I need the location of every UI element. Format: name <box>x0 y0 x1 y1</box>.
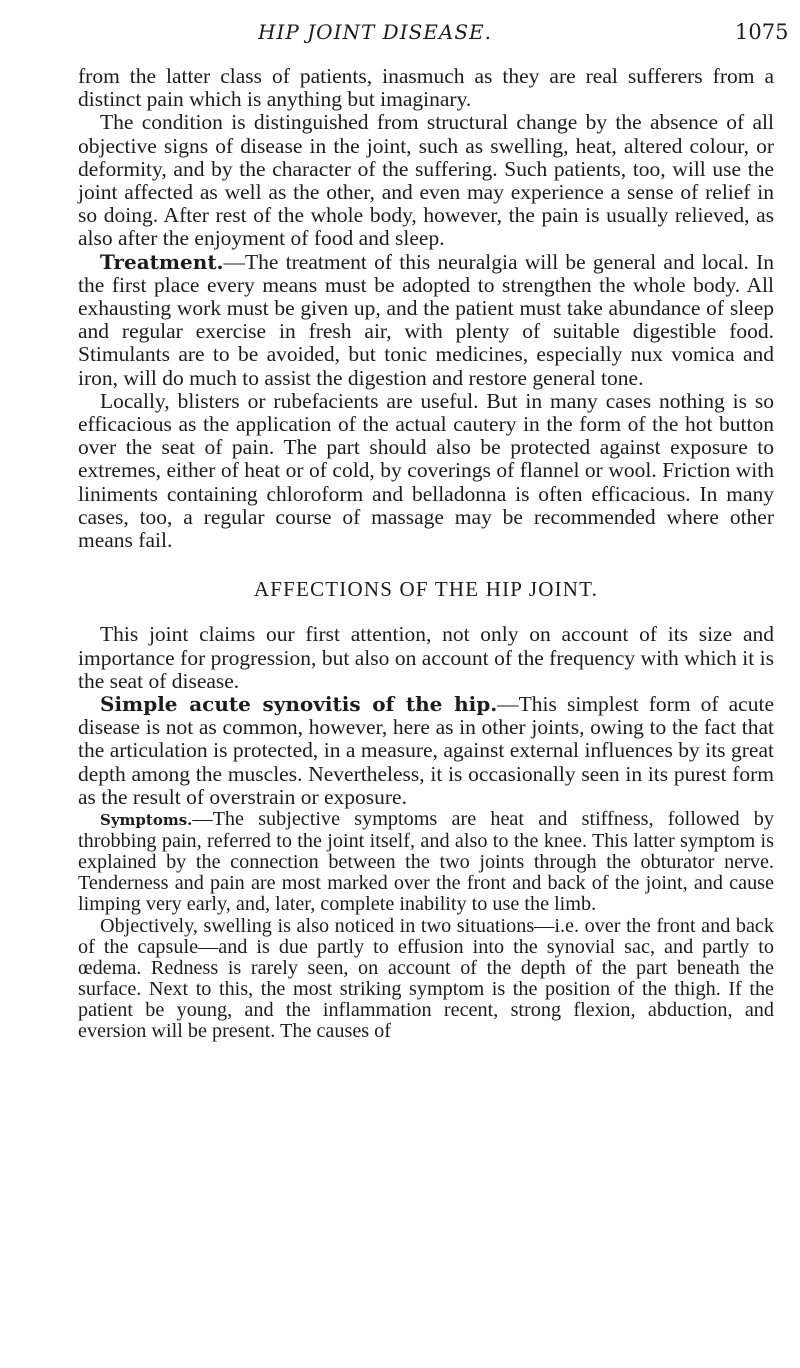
treatment-text: —The treatment of this neuralgia will be general and local. In the first place every means must be adopted to strengthen the whole body. All exhausting work must be given up, and the patient must take abundance of sleep and regular exercise in fresh air, with plenty of suitable digestible food. Stimulants are to be avoided, but tonic medicines, especially nux vomica and iron, will do much to assist the digestion and restore general tone. <box>78 249 774 390</box>
section-heading: AFFECTIONS OF THE HIP JOINT. <box>253 577 599 602</box>
paragraph-symptoms <box>78 809 774 915</box>
running-title: HIP JOINT DISEASE. <box>258 20 493 44</box>
paragraph-continuation: from the latter class of patients, inasmuch as they are real sufferers from a distinct pain which is anything but imaginary. <box>78 64 774 112</box>
symptoms-run-in-heading: Symptoms. <box>100 811 193 830</box>
body-text <box>78 65 774 1042</box>
paragraph-objective-signs: Objectively, swelling is also noticed in two situations—i.e. over the front and back of the capsule—and is due partly to effusion into the synovial sac, and partly to œdema. Redness is rarely seen, on account of the depth of the part beneath the surface. Next to this, the most striking symptom is the position of the thigh. If the patient be young, and the inflammation recent, strong flexion, abduction, and eversion will be present. The causes of <box>78 914 774 1043</box>
dense-text-block <box>78 809 774 1042</box>
treatment-run-in-heading: Treatment. <box>100 249 224 274</box>
paragraph-local-treatment: Locally, blisters or rubefacients are useful. But in many cases nothing is so efficacious as the application of the actual cautery in the form of the hot button over the seat of pain. The part should also be protected against exposure to extremes, either of heat or of cold, by coverings of flannel or wool. Friction with liniments containing chloroform and belladonna is often efficacious. In many cases, too, a regular course of massage may be recommended where other means fail. <box>78 388 774 553</box>
paragraph-synovitis <box>78 693 774 809</box>
running-head <box>258 12 658 52</box>
synovitis-text: —This simplest form of acute disease is not as common, however, here as in other joints, owing to the fact that the articulation is protected, in a measure, against external influences by its great depth among the muscles. Nevertheless, it is occasionally seen in its purest form as the result of overstrain or exposure. <box>78 692 774 809</box>
symptoms-text: —The subjective symptoms are heat and stiffness, followed by throbbing pain, referred to the joint itself, and also to the knee. This latter symptom is explained by the connection between the two joints through the obturator nerve. Tenderness and pain are most marked over the front and back of the joint, and cause limping very early, and, later, complete inability to use the limb. <box>78 808 774 916</box>
paragraph-distinction: The condition is distinguished from structural change by the absence of all objective signs of disease in the joint, such as swelling, heat, altered colour, or deformity, and by the character of the suffering. Such patients, too, will use the joint affected as well as the other, and even may experience a sense of relief in so doing. After rest of the whole body, however, the pain is usually relieved, as also after the enjoyment of food and sleep. <box>78 110 774 251</box>
paragraph-treatment <box>78 251 774 390</box>
synovitis-run-in-heading: Simple acute synovitis of the hip. <box>100 692 498 717</box>
paragraph-hip-intro: This joint claims our first attention, not only on account of its size and importance for progression, but also on account of the frequency with which it is the seat of disease. <box>78 622 774 693</box>
page-number: 1075 <box>735 20 789 44</box>
